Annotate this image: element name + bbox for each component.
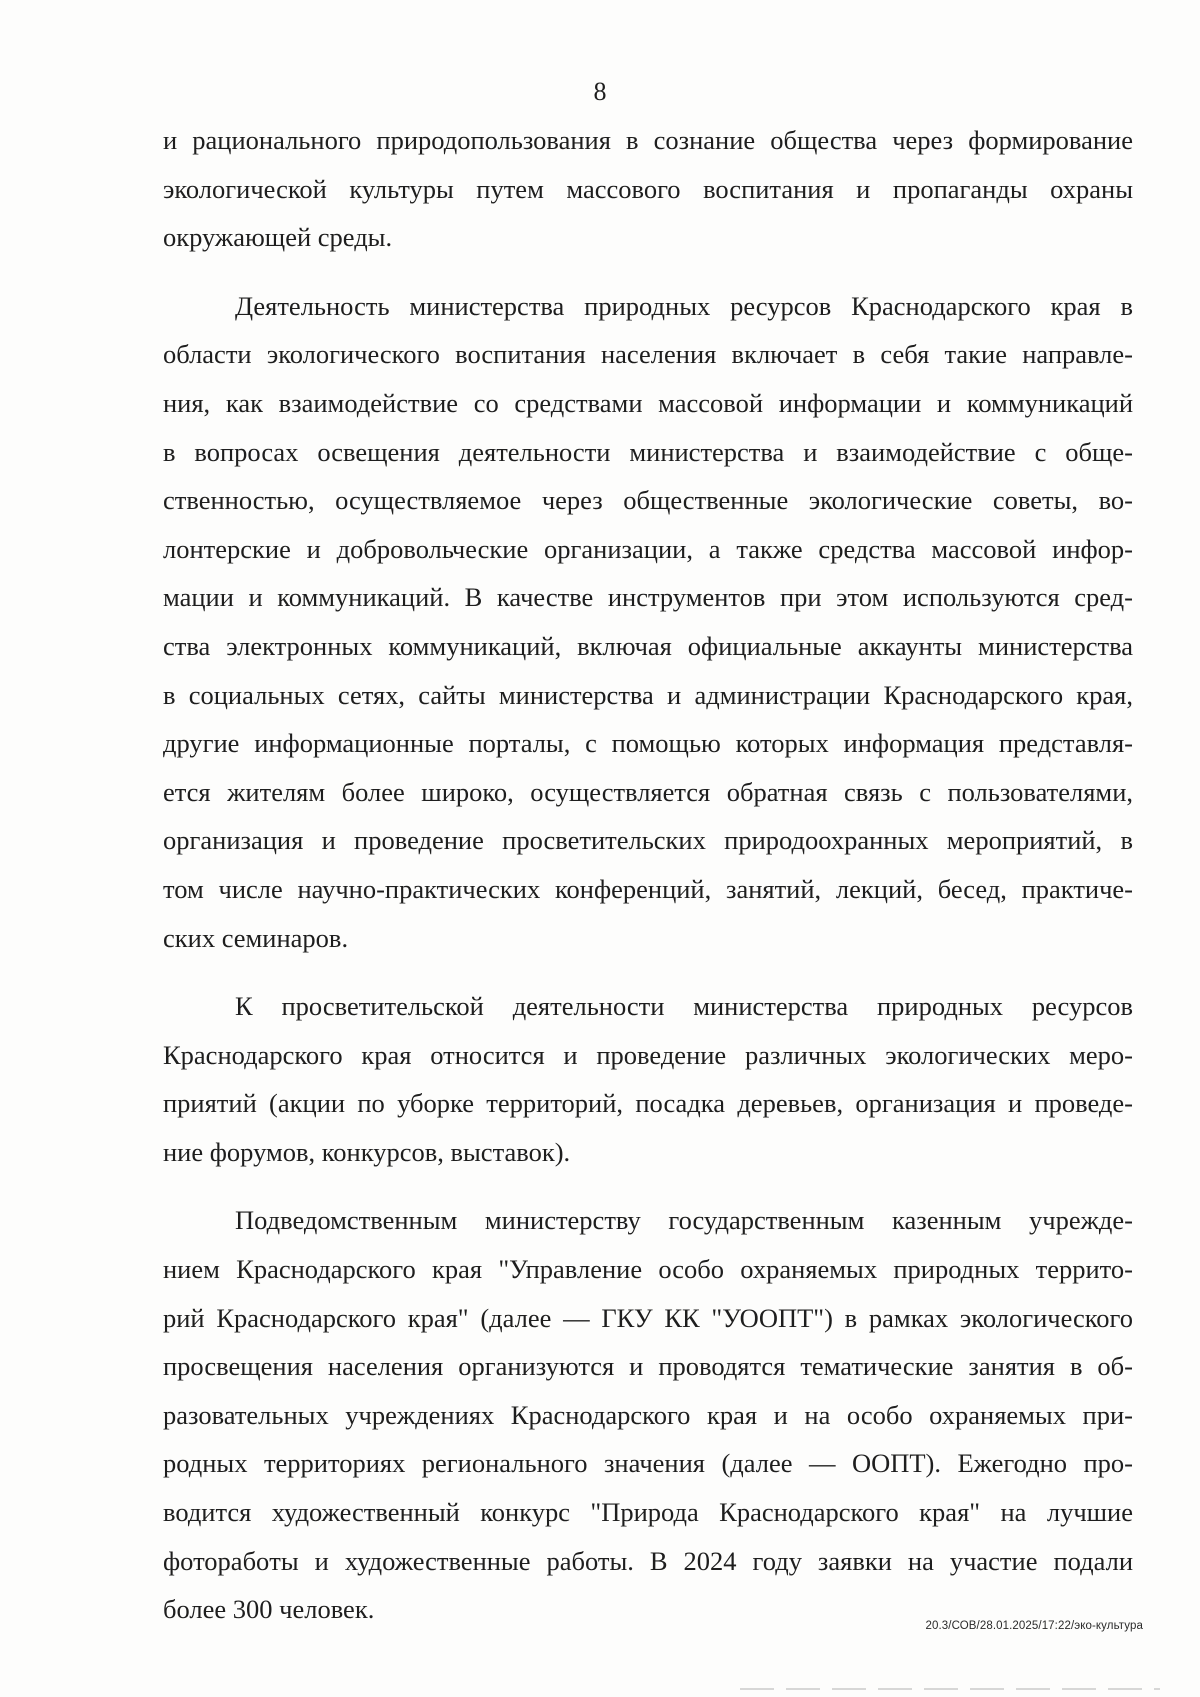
paragraph-line: ется жителям более широко, осуществляется обратная связь с пользователями,	[163, 776, 1133, 807]
paragraph-line: ния, как взаимодействие со средствами массовой информации и коммуникаций	[163, 387, 1133, 418]
paragraph-line: К просветительской деятельности министерства природных ресурсов	[235, 991, 1133, 1022]
paragraph-line: экологической культуры путем массового воспитания и пропаганды охраны	[163, 173, 1133, 204]
document-body	[163, 116, 1133, 1634]
paragraph-line: области экологического воспитания населения включает в себя такие направле-	[163, 339, 1133, 370]
paragraph-line: в социальных сетях, сайты министерства и администрации Краснодарского края,	[163, 679, 1133, 710]
page-number: 8	[593, 77, 607, 106]
paragraph-line: фоторабoты и художественные работы. В 2024 году заявки на участие подали	[163, 1545, 1133, 1576]
paragraph-line: в вопросах освещения деятельности министерства и взаимодействие с обще-	[163, 436, 1133, 467]
paragraph-line: том числе научно-практических конференций, занятий, лекций, бесед, практиче-	[163, 873, 1133, 904]
paragraph-line: Подведомственным министерству государственным казенным учрежде-	[235, 1205, 1133, 1236]
paragraph-line: ние форумов, конкурсов, выставок).	[163, 1136, 571, 1167]
scan-edge-artifact	[740, 1688, 1160, 1690]
paragraph-3	[163, 982, 1133, 1176]
paragraph-line: Деятельность министерства природных ресурсов Краснодарского края в	[235, 290, 1133, 321]
paragraph-2	[163, 282, 1133, 962]
paragraph-1	[163, 116, 1133, 262]
paragraph-line: более 300 человек.	[163, 1594, 375, 1625]
paragraph-4	[163, 1196, 1133, 1633]
paragraph-line: разовательных учреждениях Краснодарского края и на особо охраняемых при-	[163, 1399, 1133, 1430]
paragraph-line: водится художественный конкурс "Природа Краснодарского края" на лучшие	[163, 1497, 1133, 1528]
paragraph-line: ских семинаров.	[163, 922, 349, 953]
paragraph-line: приятий (акции по уборке территорий, посадка деревьев, организация и проведе-	[163, 1088, 1133, 1119]
paragraph-line: Краснодарского края относится и проведение различных экологических меро-	[163, 1039, 1133, 1070]
paragraph-line: ства электронных коммуникаций, включая официальные аккаунты министерства	[163, 630, 1133, 661]
paragraph-line: просвещения населения организуются и проводятся тематические занятия в об-	[163, 1351, 1133, 1382]
paragraph-line: окружающей среды.	[163, 222, 393, 253]
paragraph-line: другие информационные порталы, с помощью которых информация представля-	[163, 728, 1133, 759]
paragraph-line: организация и проведение просветительских природоохранных мероприятий, в	[163, 825, 1133, 856]
paragraph-line: лонтерские и добровольческие организации, а также средства массовой инфор-	[163, 533, 1133, 564]
document-registration-stamp: 20.3/СОВ/28.01.2025/17:22/эко-культура	[925, 1620, 1143, 1632]
paragraph-line: нием Краснодарского края "Управление особо охраняемых природных террито-	[163, 1254, 1133, 1285]
paragraph-line: ственностью, осуществляемое через общественные экологические советы, во-	[163, 485, 1133, 516]
paragraph-line: и рационального природопользования в сознание общества через формирование	[163, 125, 1133, 155]
paragraph-line: родных территориях регионального значения (далее — ООПТ). Ежегодно про-	[163, 1448, 1133, 1479]
paragraph-line: рий Краснодарского края" (далее — ГКУ КК "УООПТ") в рамках экологического	[163, 1302, 1133, 1333]
paragraph-line: мации и коммуникаций. В качестве инструментов при этом используются сред-	[163, 582, 1133, 613]
